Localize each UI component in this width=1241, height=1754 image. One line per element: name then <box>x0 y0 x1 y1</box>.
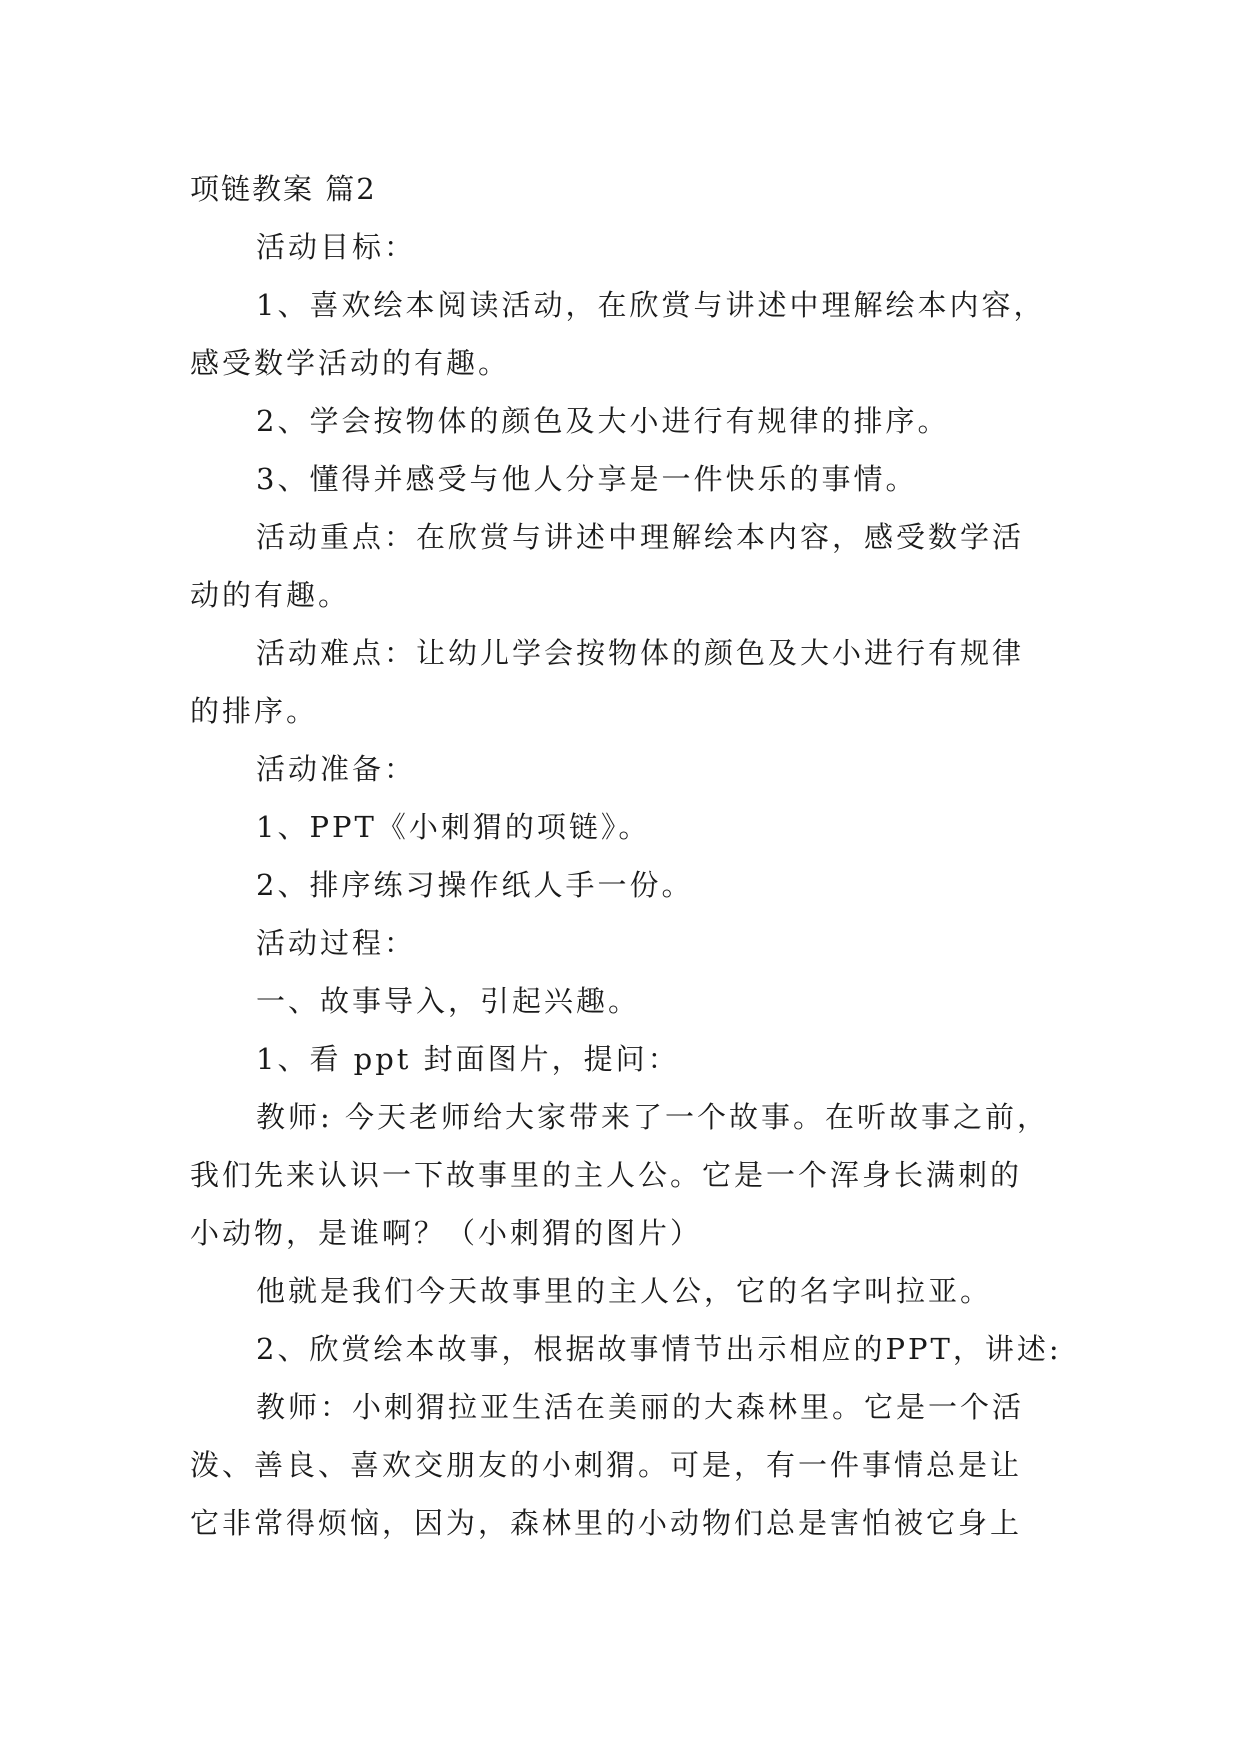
text-line: 一、故事导入，引起兴趣。 <box>256 984 641 1018</box>
text-line: 1、PPT《小刺猬的项链》。 <box>256 810 651 844</box>
paragraph-list <box>190 218 1060 1552</box>
text-line: 活动难点：让幼儿学会按物体的颜色及大小进行有规律 <box>256 636 1025 670</box>
text-line: 2、排序练习操作纸人手一份。 <box>256 868 694 902</box>
text-line: 教师：小刺猬拉亚生活在美丽的大森林里。它是一个活 <box>256 1390 1025 1424</box>
text-line: 动的有趣。 <box>190 578 351 612</box>
text-line: 活动准备： <box>256 752 417 786</box>
text-line: 感受数学活动的有趣。 <box>190 346 511 380</box>
text-line: 活动目标： <box>256 230 417 264</box>
document-title: 项链教案 篇2 <box>190 172 377 206</box>
text-line: 的排序。 <box>190 694 319 728</box>
text-line: 它非常得烦恼，因为，森林里的小动物们总是害怕被它身上 <box>190 1506 1023 1540</box>
document-body <box>190 160 1060 1552</box>
text-line: 活动重点：在欣赏与讲述中理解绘本内容，感受数学活 <box>256 520 1025 554</box>
text-line: 2、欣赏绘本故事，根据故事情节出示相应的PPT，讲述: <box>256 1332 1062 1366</box>
text-line: 1、看 ppt 封面图片，提问： <box>256 1042 680 1076</box>
text-line: 2、学会按物体的颜色及大小进行有规律的排序。 <box>256 404 950 438</box>
text-line: 活动过程： <box>256 926 417 960</box>
text-line: 我们先来认识一下故事里的主人公。它是一个浑身长满刺的 <box>190 1158 1023 1192</box>
text-line: 1、喜欢绘本阅读活动，在欣赏与讲述中理解绘本内容， <box>256 288 1046 322</box>
text-line: 教师: 今天老师给大家带来了一个故事。在听故事之前， <box>256 1100 1049 1134</box>
text-line: 他就是我们今天故事里的主人公，它的名字叫拉亚。 <box>256 1274 993 1308</box>
text-line: 泼、善良、喜欢交朋友的小刺猬。可是，有一件事情总是让 <box>190 1448 1023 1482</box>
text-line: 3、懂得并感受与他人分享是一件快乐的事情。 <box>256 462 918 496</box>
text-line: 小动物，是谁啊？（小刺猬的图片） <box>190 1216 703 1250</box>
